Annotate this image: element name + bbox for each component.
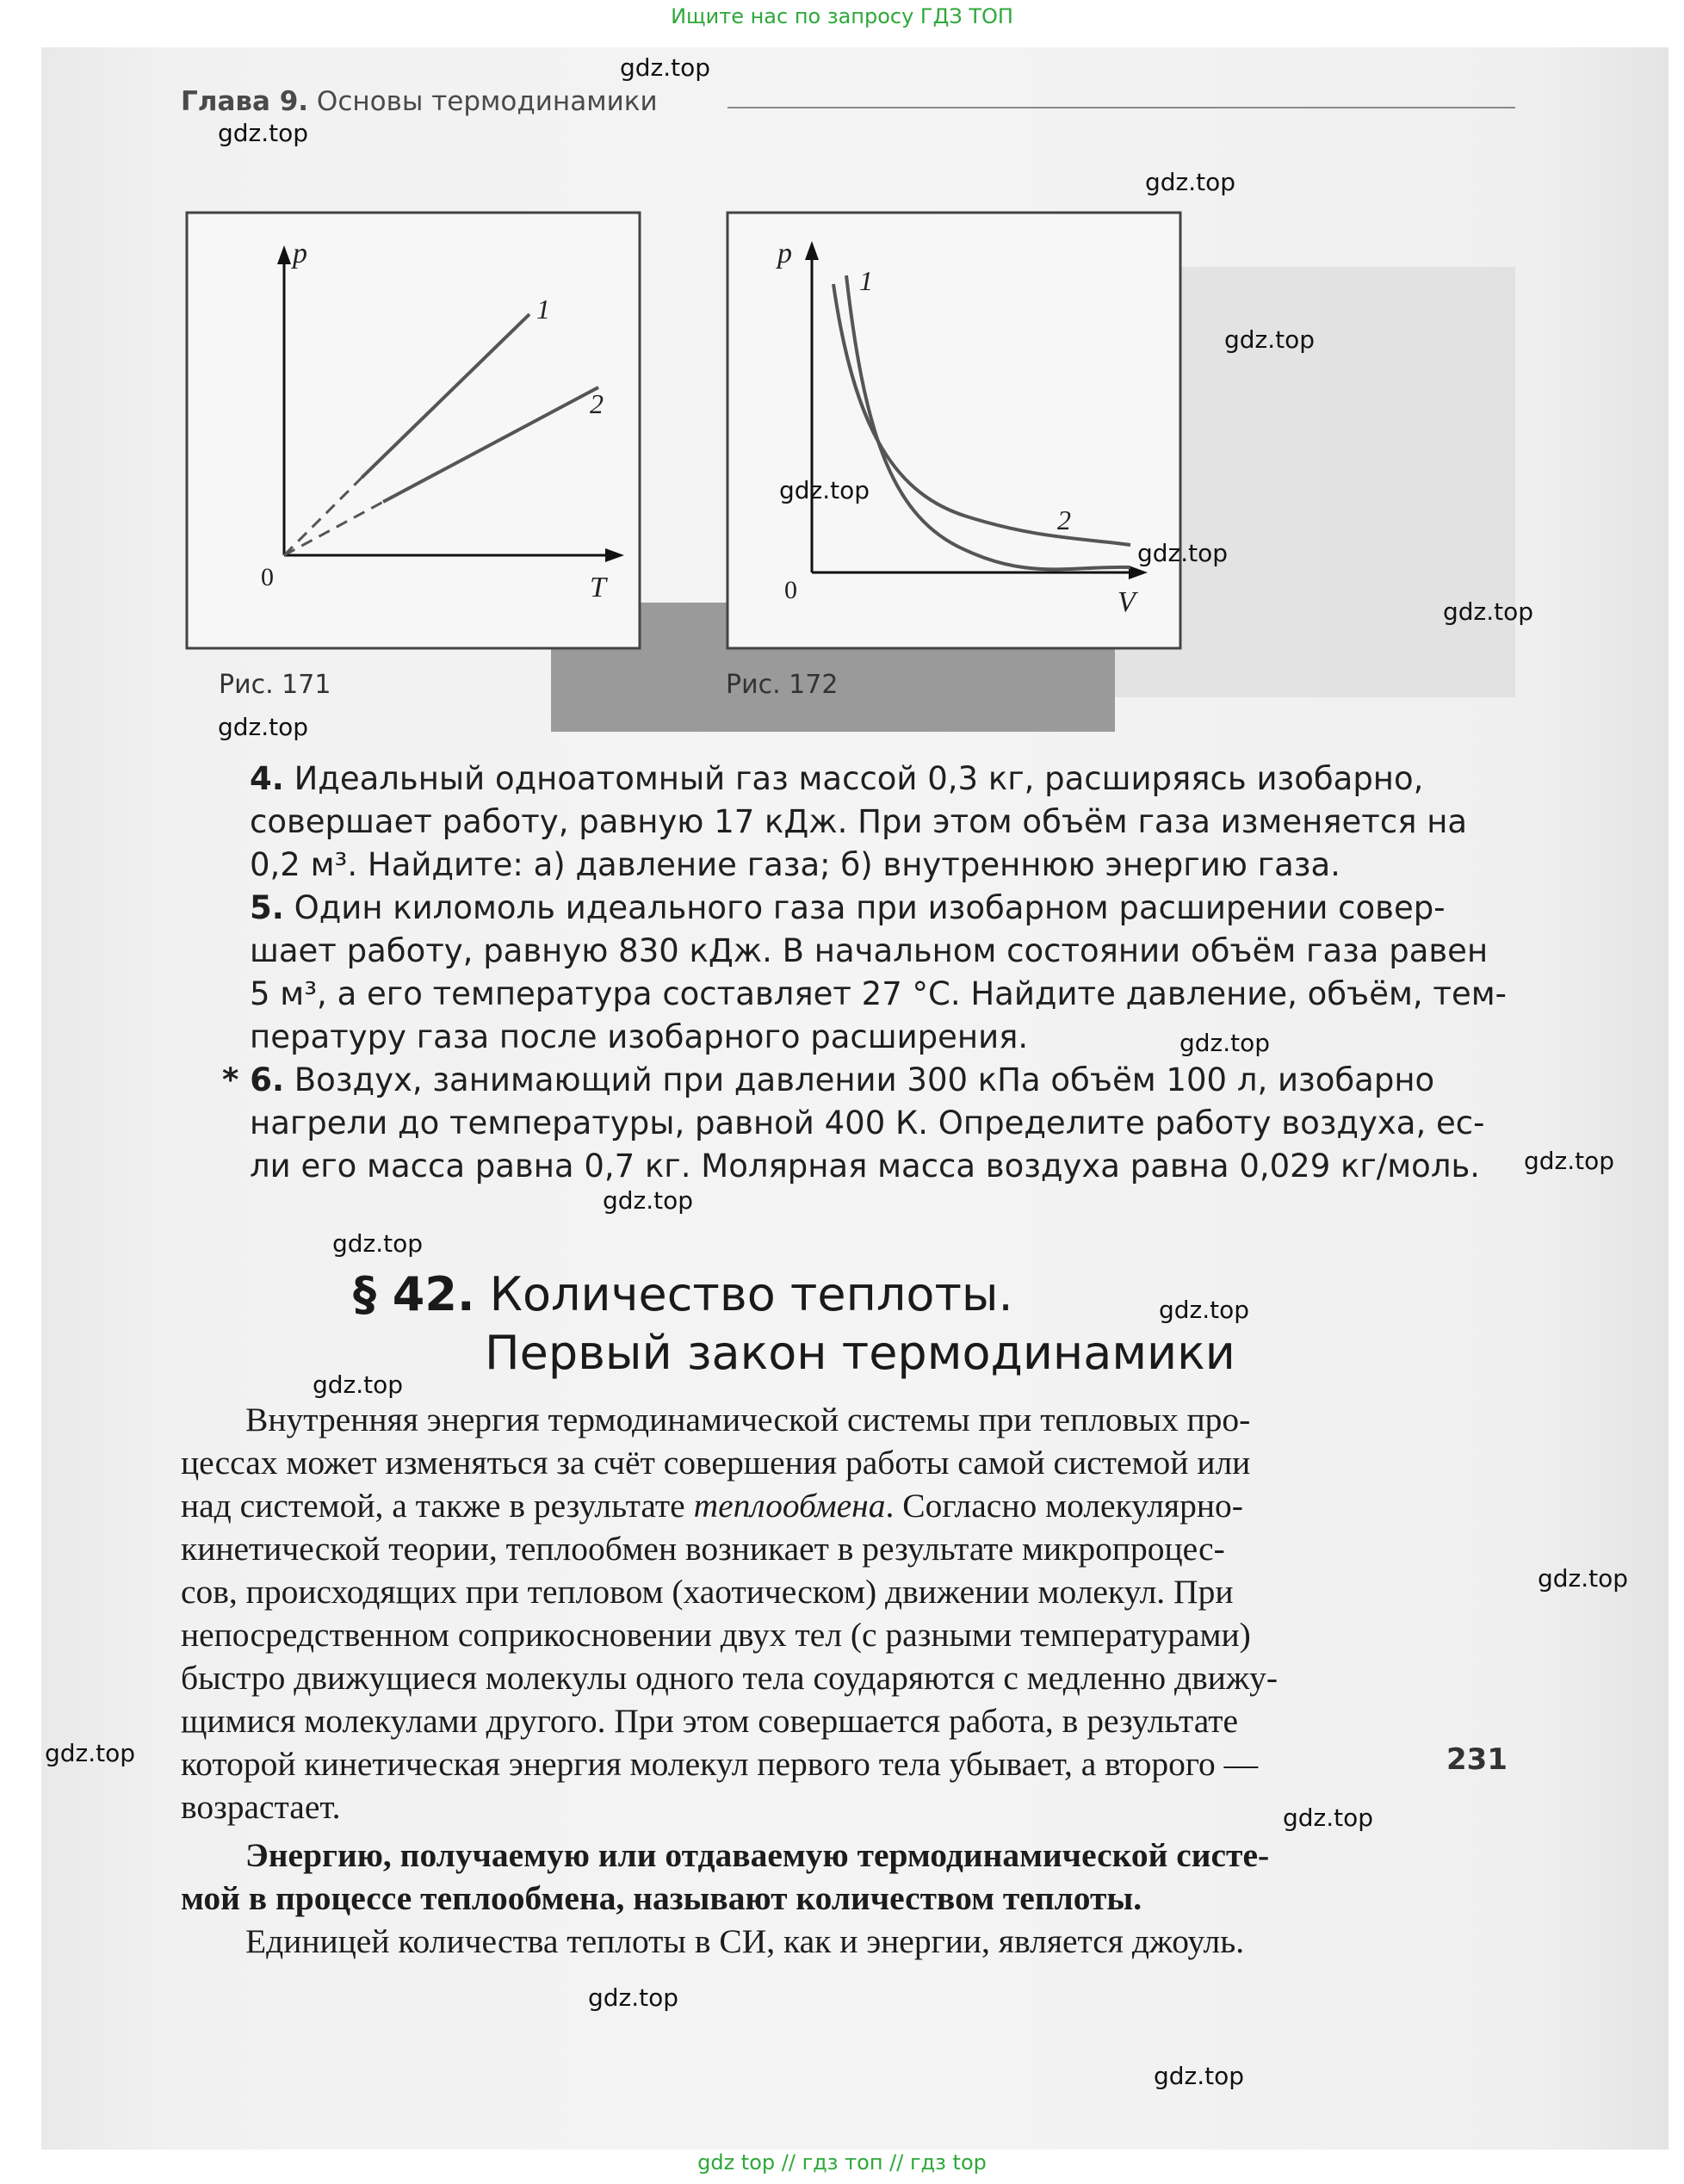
watermark: gdz.top — [1154, 2062, 1245, 2090]
task-6-line-3: ли его масса равна 0,7 кг. Молярная масса воздуха равна 0,029 кг/моль. — [250, 1148, 1481, 1185]
task-6-line-2: нагрели до температуры, равной 400 К. Определите работу воздуха, ес- — [250, 1104, 1485, 1141]
task-4-line-2: совершает работу, равную 17 кДж. При этом объём газа изменяется на — [250, 803, 1468, 840]
origin-label: 0 — [261, 563, 274, 591]
figure-172 — [726, 211, 1182, 650]
watermark: gdz.top — [779, 476, 870, 504]
paragraph-1-line-6: непосредственном соприкосновении двух тел (с разными температурами) — [181, 1616, 1251, 1654]
task-4-line-1: 4. Идеальный одноатомный газ массой 0,3 кг, расширяясь изобарно, — [250, 760, 1424, 797]
origin-label: 0 — [784, 576, 797, 604]
paragraph-1-line-4: кинетической теории, теплообмен возникает в результате микропроцес- — [181, 1530, 1225, 1568]
chapter-header — [181, 86, 658, 117]
watermark: gdz.top — [1443, 597, 1534, 626]
top-banner[interactable]: Ищите нас по запросу ГДЗ ТОП — [671, 4, 1013, 28]
v-axis-label: V — [1118, 586, 1136, 618]
watermark: gdz.top — [45, 1739, 136, 1767]
watermark: gdz.top — [1283, 1804, 1374, 1832]
curve-2-label: 2 — [1057, 504, 1071, 535]
paragraph-3: Единицей количества теплоты в СИ, как и энергии, является джоуль. — [245, 1922, 1245, 1960]
task-5-line-3: 5 м³, а его температура составляет 27 °С. Найдите давление, объём, тем- — [250, 975, 1507, 1012]
term-heat-exchange: теплообмена — [693, 1487, 886, 1525]
paragraph-1-line-8: щимися молекулами другого. При этом совершается работа, в результате — [181, 1702, 1239, 1740]
figure-171 — [185, 211, 641, 650]
watermark: gdz.top — [313, 1370, 404, 1399]
watermark: gdz.top — [1179, 1029, 1271, 1057]
task-5-line-1: 5. Один киломоль идеального газа при изобарном расширении совер- — [250, 889, 1446, 926]
watermark: gdz.top — [218, 713, 309, 741]
paragraph-1-line-10: возрастает. — [181, 1788, 341, 1826]
paragraph-1-line-9: которой кинетическая энергия молекул первого тела убывает, а второго — — [181, 1745, 1259, 1783]
page-number: 231 — [1446, 1742, 1508, 1777]
task-5-number: 5. — [250, 889, 284, 926]
watermark: gdz.top — [1224, 325, 1316, 354]
figure-171-caption: Рис. 171 — [219, 670, 331, 700]
watermark: gdz.top — [603, 1186, 694, 1215]
p-axis-label: p — [777, 238, 792, 269]
paragraph-1-line-5: сов, происходящих при тепловом (хаотическом) движении молекул. При — [181, 1573, 1234, 1611]
t-axis-label: T — [590, 572, 606, 603]
task-6-line-1: * 6. Воздух, занимающий при давлении 300 кПа объём 100 л, изобарно — [222, 1061, 1435, 1098]
task-6-number: * 6. — [222, 1061, 285, 1098]
watermark: gdz.top — [1159, 1296, 1250, 1324]
task-4-number: 4. — [250, 760, 284, 797]
bottom-banner[interactable]: gdz top // гдз топ // гдз top — [697, 2150, 987, 2175]
watermark: gdz.top — [218, 119, 309, 147]
watermark: gdz.top — [332, 1229, 424, 1258]
paragraph-1-line-7: быстро движущиеся молекулы одного тела соударяются с медленно движу- — [181, 1659, 1278, 1697]
watermark: gdz.top — [1137, 539, 1229, 567]
line-1-label: 1 — [536, 294, 550, 325]
chapter-title: Основы термодинамики — [308, 86, 658, 117]
task-5-line-2: шает работу, равную 830 кДж. В начальном состоянии объём газа равен — [250, 932, 1489, 969]
chapter-number: Глава 9. — [181, 86, 309, 117]
p-axis-label: p — [293, 238, 307, 269]
section-heading-line-2: Первый закон термодинамики — [485, 1326, 1235, 1380]
watermark: gdz.top — [620, 53, 711, 82]
figure-171-frame — [187, 213, 640, 648]
line-2-label: 2 — [590, 388, 604, 419]
figure-172-caption: Рис. 172 — [726, 670, 839, 700]
watermark: gdz.top — [1145, 168, 1236, 196]
definition-line-2: мой в процессе теплообмена, называют количеством теплоты. — [181, 1879, 1142, 1917]
task-5-line-4: пературу газа после изобарного расширения. — [250, 1018, 1029, 1055]
paragraph-1-line-1: Внутренняя энергия термодинамической системы при тепловых про- — [245, 1401, 1251, 1438]
paragraph-1-line-3: над системой, а также в результате теплообмена. Согласно молекулярно- — [181, 1487, 1243, 1525]
header-rule — [727, 107, 1515, 108]
definition-line-1: Энергию, получаемую или отдаваемую термодинамической систе- — [245, 1836, 1270, 1874]
curve-1-label: 1 — [859, 265, 873, 296]
task-4-line-3: 0,2 м³. Найдите: а) давление газа; б) внутреннюю энергию газа. — [250, 846, 1340, 883]
section-heading-line-1: § 42. Количество теплоты. — [353, 1267, 1013, 1321]
watermark: gdz.top — [588, 1983, 679, 2012]
section-number: § 42. — [353, 1267, 475, 1321]
paragraph-1-line-2: цессах может изменяться за счёт совершения работы самой системой или — [181, 1444, 1251, 1482]
watermark: gdz.top — [1538, 1564, 1629, 1593]
watermark: gdz.top — [1524, 1147, 1615, 1175]
